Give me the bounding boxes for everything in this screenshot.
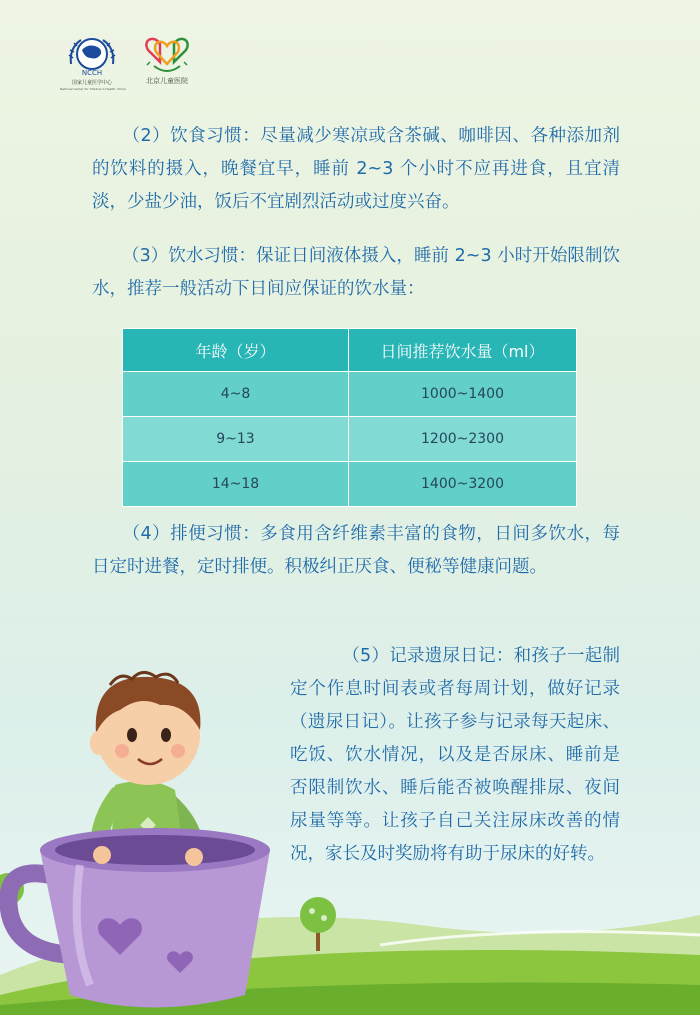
age-column-header: 年龄（岁） (123, 329, 349, 372)
water-cell: 1400~3200 (349, 462, 577, 507)
ncch-logo (60, 34, 124, 91)
ncch-subtitle: National Center for Children's Health, China (60, 87, 126, 91)
hearts-emblem-icon (140, 30, 194, 78)
ncch-emblem-text: NCCH (81, 69, 103, 77)
water-column-header: 日间推荐饮水量（ml） (349, 329, 577, 372)
bowel-habits-text: （4）排便习惯：多食用含纤维素丰富的食物，日间多饮水，每日定时进餐，定时排便。积极纠正厌食、便秘等健康问题。 (92, 524, 620, 577)
table-row (123, 417, 577, 462)
water-cell: 1200~2300 (349, 417, 577, 462)
table-row (123, 462, 577, 507)
bedwetting-diary-paragraph (290, 640, 620, 871)
water-habits-paragraph (92, 240, 620, 306)
table-row (123, 372, 577, 417)
boy-in-cup-illustration (0, 655, 300, 1015)
diet-habits-text: （2）饮食习惯：尽量减少寒凉或含茶碱、咖啡因、各种添加剂的饮料的摄入，晚餐宜早，睡前 2~3 个小时不应再进食，且宜清淡，少盐少油，饭后不宜剧烈活动或过度兴奋。 (92, 126, 620, 212)
bch-logo (138, 30, 196, 85)
water-habits-text: （3）饮水习惯：保证日间液体摄入，睡前 2~3 小时开始限制饮水，推荐一般活动下日间应保证的饮水量： (92, 246, 620, 299)
age-cell: 14~18 (123, 462, 349, 507)
water-intake-table (122, 328, 577, 507)
ncch-emblem-icon (65, 34, 119, 80)
table-header-row (123, 329, 577, 372)
bch-name: 北京儿童医院 (146, 77, 188, 85)
bowel-habits-paragraph (92, 518, 620, 584)
age-cell: 9~13 (123, 417, 349, 462)
age-cell: 4~8 (123, 372, 349, 417)
ncch-name: 国家儿童医学中心 (71, 80, 112, 86)
bedwetting-diary-text: （5）记录遗尿日记：和孩子一起制定个作息时间表或者每周计划，做好记录（遗尿日记）。让孩子参与记录每天起床、吃饭、饮水情况，以及是否尿床、睡前是否限制饮水、睡后能否被唤醒排尿、夜间尿量等等。让孩子自己关注尿床改善的情况，家长及时奖励将有助于尿床的好转。 (290, 646, 620, 864)
diet-habits-paragraph (92, 120, 620, 219)
water-cell: 1000~1400 (349, 372, 577, 417)
